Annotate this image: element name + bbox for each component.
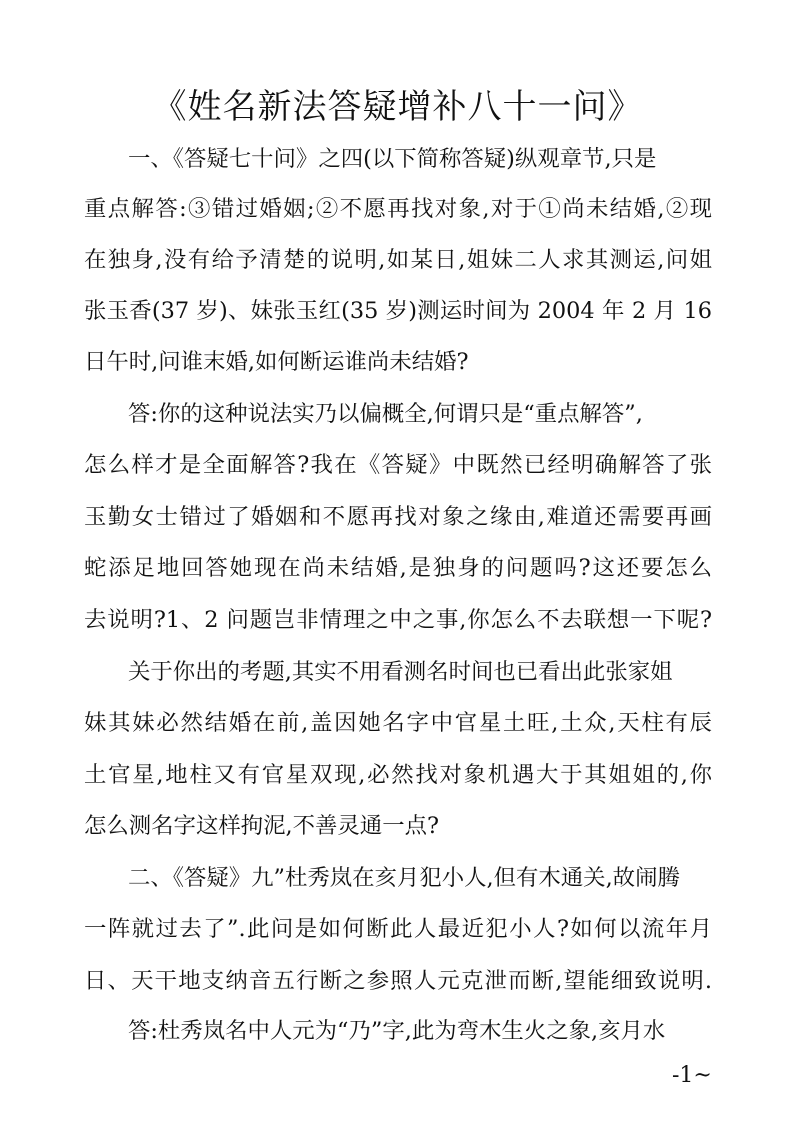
paragraph-line: 重点解答:③错过婚姻;②不愿再找对象,对于①尚未结婚,②现 (84, 196, 712, 222)
paragraph-line: 妹其妹必然结婚在前,盖因她名字中官星土旺,土众,天柱有辰 (84, 710, 712, 736)
paragraph-line: 去说明?1、2 问题岂非情理之中之事,你怎么不去联想一下呢? (84, 607, 712, 633)
paragraph-line: 一、《答疑七十问》之四(以下简称答疑)纵观章节,只是 (128, 146, 657, 172)
paragraph-line: 在独身,没有给予清楚的说明,如某日,姐妹二人求其测运,问姐 (84, 247, 712, 273)
paragraph-line: 张玉香(37 岁)、妹张玉红(35 岁)测运时间为 2004 年 2 月 16 (84, 298, 712, 324)
paragraph-line: 日午时,问谁末婚,如何断运谁尚未结婚? (84, 349, 469, 375)
document-title: 《姓名新法答疑增补八十一问》 (152, 87, 643, 127)
paragraph-line: 答:你的这种说法实乃以偏概全,何谓只是“重点解答”, (128, 401, 643, 427)
paragraph-line: 一阵就过去了”.此问是如何断此人最近犯小人?如何以流年月 (84, 916, 712, 942)
paragraph-line: 日、天干地支纳音五行断之参照人元克泄而断,望能细致说明. (84, 968, 712, 994)
paragraph-line: 答:杜秀岚名中人元为“乃”字,此为弯木生火之象,亥月水 (128, 1018, 666, 1044)
paragraph-line: 怎么测名字这样拘泥,不善灵通一点? (84, 813, 439, 839)
paragraph-line: 关于你出的考题,其实不用看测名时间也已看出此张家姐 (128, 659, 673, 685)
page-number: -1~ (672, 1063, 712, 1088)
paragraph-line: 怎么样才是全面解答?我在《答疑》中既然已经明确解答了张 (84, 452, 712, 478)
paragraph-line: 土官星,地柱又有官星双现,必然找对象机遇大于其姐姐的,你 (84, 762, 712, 788)
paragraph-line: 二、《答疑》九”杜秀岚在亥月犯小人,但有木通关,故闹腾 (128, 865, 680, 891)
paragraph-line: 蛇添足地回答她现在尚未结婚,是独身的问题吗?这还要怎么 (84, 555, 712, 581)
paragraph-line: 玉勤女士错过了婚姻和不愿再找对象之缘由,难道还需要再画 (84, 504, 712, 530)
